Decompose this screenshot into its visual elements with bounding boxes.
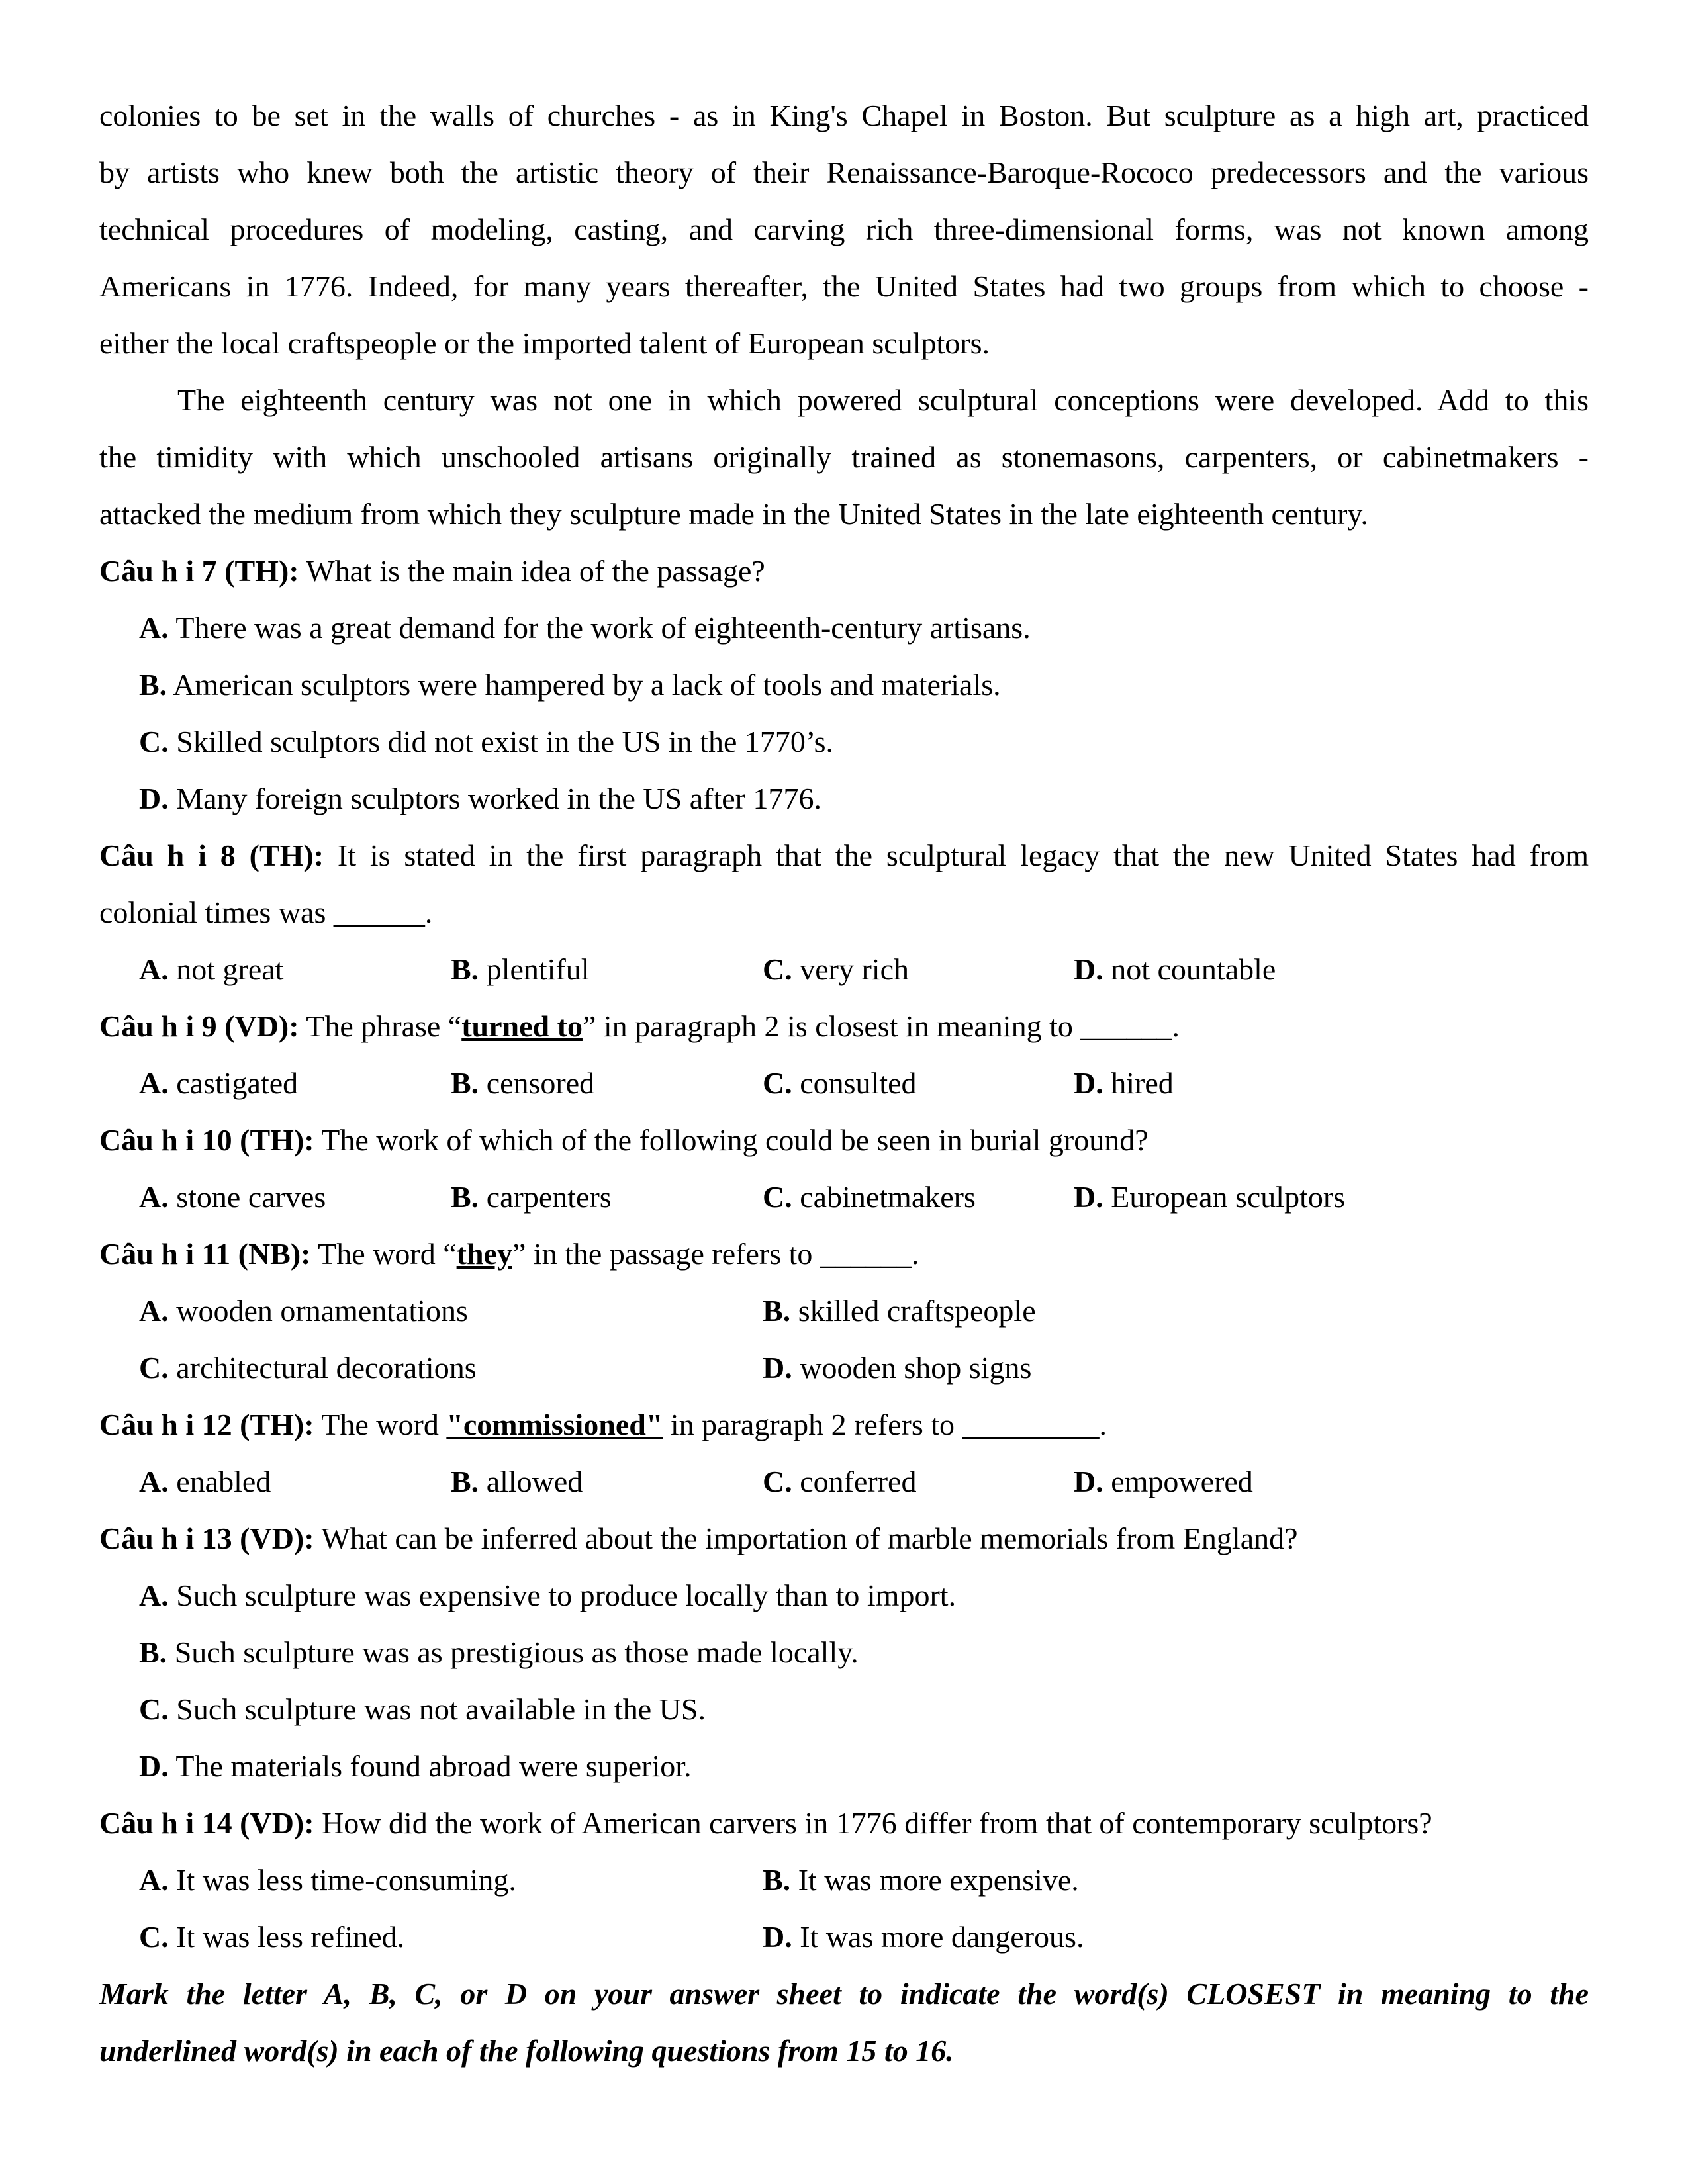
answer-option[interactable] [139,941,283,998]
answer-options-row [99,1283,1589,1340]
option-text: There was a great demand for the work of eighteenth-century artisans. [168,611,1031,645]
answer-option[interactable] [139,1453,271,1510]
answer-option[interactable] [139,1283,468,1340]
option-text: plentiful [479,952,590,986]
option-text: empowered [1103,1465,1253,1498]
option-text: wooden ornamentations [168,1294,468,1328]
question-text: The word “ [310,1237,457,1271]
option-letter: B. [451,952,479,986]
answer-option[interactable] [139,1169,326,1226]
question-label: Câu h i 8 (TH): [99,839,324,872]
question-label: Câu h i 13 (VD): [99,1522,314,1555]
answer-option[interactable] [139,1055,298,1112]
option-letter: C. [763,1180,792,1214]
answer-option[interactable] [99,1567,1589,1624]
question-8 [99,827,1589,998]
option-letter: D. [1074,1066,1103,1100]
question-text: What can be inferred about the importation of marble memorials from England? [314,1522,1298,1555]
question-text: The word [314,1408,447,1441]
option-letter: D. [139,1749,169,1783]
question-7 [99,543,1589,827]
option-letter: C. [763,952,792,986]
passage-line: Americans in 1776. Indeed, for many years thereafter, the United States had two groups from which to choose - [99,269,1589,303]
option-letter: A. [139,1465,169,1498]
passage-paragraph-1 [99,87,1589,372]
option-letter: A. [139,1578,169,1612]
option-letter: A. [139,1066,169,1100]
option-letter: A. [139,1180,169,1214]
option-text: Many foreign sculptors worked in the US after 1776. [168,782,821,815]
answer-options-row [99,1340,1589,1396]
question-10 [99,1112,1589,1226]
option-text: It was more expensive. [790,1863,1079,1897]
answer-option[interactable] [99,713,1589,770]
option-text: castigated [168,1066,299,1100]
option-text: It was less refined. [168,1920,405,1954]
option-letter: D. [763,1351,792,1385]
option-letter: C. [139,725,169,758]
option-letter: B. [763,1863,791,1897]
option-text: allowed [479,1465,583,1498]
answer-option[interactable] [763,1055,917,1112]
answer-option[interactable] [763,1169,976,1226]
answer-option[interactable] [763,1909,1084,1966]
question-label: Câu h i 14 (VD): [99,1806,314,1840]
question-label: Câu h i 9 (VD): [99,1009,299,1043]
passage-line: the timidity with which unschooled artisans originally trained as stonemasons, carpenters, or cabinetmakers - [99,440,1589,474]
answer-options-row [99,1852,1589,1909]
answer-options-row [99,1909,1589,1966]
answer-option[interactable] [99,1738,1589,1795]
answer-options-row [99,941,1589,998]
question-label: Câu h i 12 (TH): [99,1408,314,1441]
passage-line: by artists who knew both the artistic theory of their Renaissance-Baroque-Rococo predecessors and the various [99,156,1589,189]
option-letter: B. [139,1635,167,1669]
option-text: European sculptors [1103,1180,1346,1214]
answer-option[interactable] [763,1453,916,1510]
answer-option[interactable] [763,1283,1036,1340]
answer-options-row [99,1169,1589,1226]
option-letter: A. [139,1863,169,1897]
question-label: Câu h i 10 (TH): [99,1123,314,1157]
question-9 [99,998,1589,1112]
answer-option[interactable] [451,1169,612,1226]
option-letter: C. [763,1066,792,1100]
passage-line: technical procedures of modeling, casting, and carving rich three-dimensional forms, was not known among [99,212,1589,246]
option-letter: C. [139,1920,169,1954]
answer-option[interactable] [1074,1169,1345,1226]
answer-option[interactable] [763,941,909,998]
option-text: Such sculpture was not available in the US. [168,1692,706,1726]
question-13 [99,1510,1589,1795]
answer-option[interactable] [763,1852,1079,1909]
option-text: very rich [792,952,909,986]
answer-options-row [99,1453,1589,1510]
option-text: Skilled sculptors did not exist in the US in the 1770’s. [168,725,834,758]
option-letter: C. [763,1465,792,1498]
option-letter: B. [451,1465,479,1498]
answer-option[interactable] [99,1624,1589,1681]
option-text: stone carves [168,1180,326,1214]
option-letter: B. [451,1180,479,1214]
question-stem [99,1226,1589,1283]
question-text: How did the work of American carvers in 1776 differ from that of contemporary sculptors? [314,1806,1432,1840]
underlined-phrase: turned to [461,1009,583,1043]
question-text: The work of which of the following could be seen in burial ground? [314,1123,1149,1157]
question-stem [99,1795,1589,1852]
option-letter: C. [139,1351,169,1385]
answer-option[interactable] [99,657,1589,713]
option-letter: B. [451,1066,479,1100]
answer-option[interactable] [1074,941,1276,998]
answer-option[interactable] [1074,1453,1253,1510]
option-letter: D. [139,782,169,815]
option-text: consulted [792,1066,917,1100]
instruction-line: underlined word(s) in each of the following questions from 15 to 16. [99,2034,954,2068]
option-text: skilled craftspeople [790,1294,1036,1328]
question-stem [99,543,1589,600]
answer-option[interactable] [139,1909,404,1966]
question-stem [99,1510,1589,1567]
question-stem [99,1112,1589,1169]
question-text: in paragraph 2 refers to _________. [663,1408,1107,1441]
answer-option[interactable] [451,1453,583,1510]
option-text: not countable [1103,952,1276,986]
option-text: Such sculpture was expensive to produce locally than to import. [168,1578,957,1612]
question-stem [99,998,1589,1055]
option-letter: A. [139,952,169,986]
question-text-continued: colonial times was ______. [99,895,433,929]
answer-option[interactable] [99,600,1589,657]
option-text: wooden shop signs [792,1351,1032,1385]
question-11 [99,1226,1589,1396]
answer-option[interactable] [139,1340,477,1396]
question-text: ” in the passage refers to ______. [512,1237,919,1271]
answer-options-row [99,1055,1589,1112]
option-text: It was less time-consuming. [168,1863,516,1897]
passage-line: either the local craftspeople or the imported talent of European sculptors. [99,326,990,360]
document-page [99,87,1589,2079]
question-14 [99,1795,1589,1966]
option-letter: D. [763,1920,792,1954]
option-text: The materials found abroad were superior. [168,1749,692,1783]
question-text: What is the main idea of the passage? [299,554,765,588]
answer-option[interactable] [763,1340,1031,1396]
answer-option[interactable] [451,941,590,998]
option-letter: C. [139,1692,169,1726]
question-text: It is stated in the first paragraph that the sculptural legacy that the new United States had from [324,839,1589,872]
option-text: It was more dangerous. [792,1920,1084,1954]
section-instruction [99,1966,1589,2079]
answer-option[interactable] [99,1681,1589,1738]
passage-line: attacked the medium from which they sculpture made in the United States in the late eighteenth century. [99,497,1368,531]
answer-option[interactable] [139,1852,516,1909]
option-letter: D. [1074,952,1103,986]
option-letter: B. [763,1294,791,1328]
option-text: censored [479,1066,595,1100]
passage-paragraph-2 [99,372,1589,543]
option-text: enabled [168,1465,271,1498]
instruction-line: Mark the letter A, B, C, or D on your answer sheet to indicate the word(s) CLOSEST in meaning to the [99,1977,1589,2011]
option-text: conferred [792,1465,917,1498]
question-text: ” in paragraph 2 is closest in meaning to ______. [582,1009,1180,1043]
question-label: Câu h i 11 (NB): [99,1237,311,1271]
option-text: American sculptors were hampered by a lack of tools and materials. [167,668,1001,702]
option-text: cabinetmakers [792,1180,976,1214]
question-text: The phrase “ [299,1009,462,1043]
underlined-word: they [456,1237,512,1271]
passage-line: The eighteenth century was not one in which powered sculptural conceptions were developed. Add to this [177,383,1589,417]
question-stem [99,1396,1589,1453]
answer-option[interactable] [451,1055,594,1112]
underlined-word [446,1408,663,1441]
option-letter: D. [1074,1180,1103,1214]
answer-option[interactable] [1074,1055,1174,1112]
option-text: Such sculpture was as prestigious as those made locally. [167,1635,859,1669]
question-stem [99,827,1589,884]
option-letter: A. [139,611,169,645]
option-letter: D. [1074,1465,1103,1498]
passage-line: colonies to be set in the walls of churches - as in King's Chapel in Boston. But sculpture as a high art, practiced [99,99,1589,132]
option-text: architectural decorations [168,1351,477,1385]
option-text: not great [168,952,284,986]
quoted-term: "commissioned" [446,1408,663,1441]
answer-option[interactable] [99,770,1589,827]
option-text: hired [1103,1066,1174,1100]
option-text: carpenters [479,1180,612,1214]
question-12 [99,1396,1589,1510]
question-label: Câu h i 7 (TH): [99,554,299,588]
option-letter: B. [139,668,167,702]
option-letter: A. [139,1294,169,1328]
